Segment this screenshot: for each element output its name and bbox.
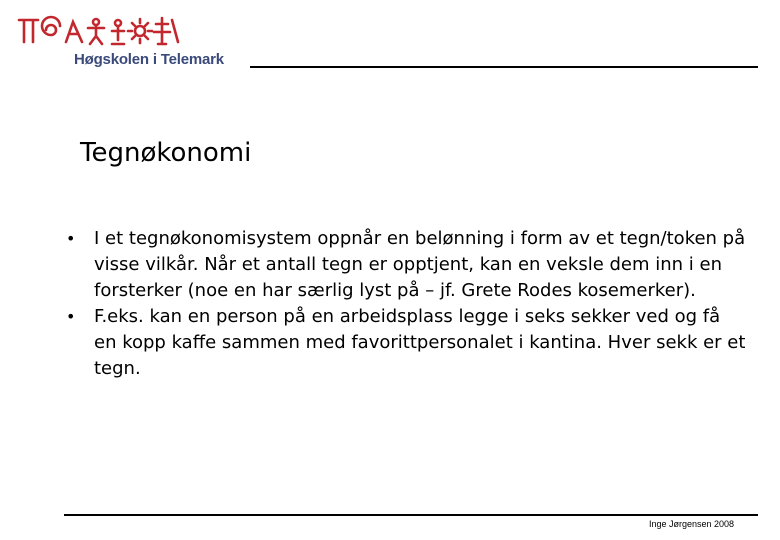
- rock-carving-logo: [16, 14, 180, 48]
- bullet-list: [58, 226, 748, 382]
- bullet-item: [58, 304, 748, 382]
- bullet-item: [58, 226, 748, 304]
- bullet-dot-icon: •: [66, 229, 76, 248]
- bullet-text: I et tegnøkonomisystem oppnår en belønning i form av et tegn/token på visse vilkår. Når et antall tegn er opptjent, kan en veksle dem inn i en forsterker (noe en har særlig lyst på – jf. Grete Rodes kosemerker).: [94, 228, 746, 301]
- header-divider: [250, 66, 758, 68]
- institution-name: Høgskolen i Telemark: [74, 51, 224, 68]
- bullet-text: F.eks. kan en person på en arbeidsplass legge i seks sekker ved og få en kopp kaffe sammen med favorittpersonalet i kantina. Hver sekk er et tegn.: [94, 306, 746, 379]
- footer-credit: Inge Jørgensen 2008: [648, 519, 734, 529]
- footer-divider: [64, 514, 758, 516]
- bullet-dot-icon: •: [66, 307, 76, 326]
- slide-title: Tegnøkonomi: [80, 138, 252, 168]
